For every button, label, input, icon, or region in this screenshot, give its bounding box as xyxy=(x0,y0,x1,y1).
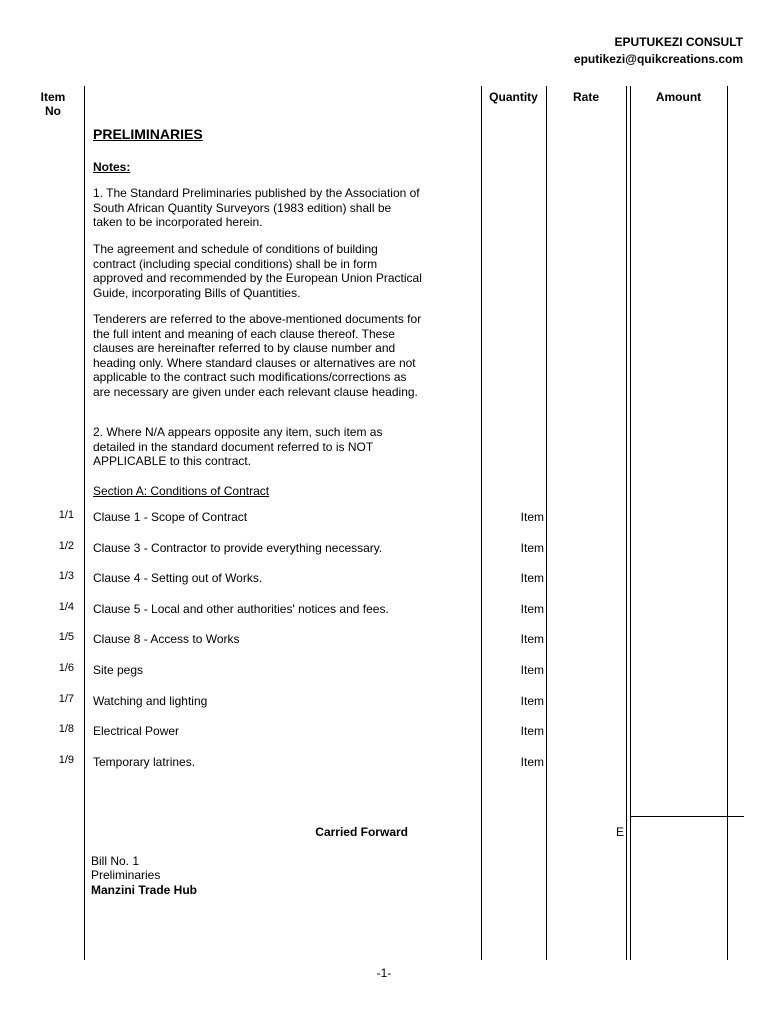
project-name: Manzini Trade Hub xyxy=(91,883,198,897)
item-number: 1/7 xyxy=(58,693,74,705)
header-item-no xyxy=(30,90,76,118)
item-quantity: Item xyxy=(520,632,544,646)
item-quantity: Item xyxy=(520,663,544,677)
section-heading: Section A: Conditions of Contract xyxy=(93,484,270,498)
company-email: eputikezi@quikcreations.com xyxy=(573,52,743,66)
header-rate: Rate xyxy=(572,90,599,104)
carried-forward-rule xyxy=(630,816,744,817)
note-paragraph-2: The agreement and schedule of conditions of building contract (including special conditions) shall be in form approved and recommended by the European Union Practical Guide, incorporating Bills of Quantities. xyxy=(93,242,422,300)
item-description: Clause 3 - Contractor to provide everything necessary. xyxy=(93,541,383,555)
notes-heading: Notes: xyxy=(93,160,131,174)
item-description: Watching and lighting xyxy=(93,694,208,708)
header-item-line1: Item xyxy=(40,90,66,104)
item-quantity: Item xyxy=(520,724,544,738)
item-description: Clause 4 - Setting out of Works. xyxy=(93,571,263,585)
column-rule-amount-2 xyxy=(630,86,631,960)
page-number: -1- xyxy=(376,966,392,980)
item-number: 1/9 xyxy=(58,754,74,766)
company-name: EPUTUKEZI CONSULT xyxy=(614,35,743,49)
header-quantity: Quantity xyxy=(489,90,538,104)
column-rule-item xyxy=(84,86,85,960)
item-number: 1/1 xyxy=(58,509,74,521)
header-amount: Amount xyxy=(655,90,702,104)
item-quantity: Item xyxy=(520,510,544,524)
column-rule-amount-1 xyxy=(626,86,627,960)
note-paragraph-4: 2. Where N/A appears opposite any item, such item as detailed in the standard document referred to is NOT APPLICABLE to this contract. xyxy=(93,425,383,468)
item-description: Electrical Power xyxy=(93,724,180,738)
note-paragraph-1: 1. The Standard Preliminaries published by the Association of South African Quantity Surveyors (1983 edition) shall be taken to be incorporated herein. xyxy=(93,186,420,229)
item-quantity: Item xyxy=(520,571,544,585)
item-description: Temporary latrines. xyxy=(93,755,196,769)
bill-name: Preliminaries xyxy=(91,868,161,882)
item-quantity: Item xyxy=(520,602,544,616)
item-number: 1/3 xyxy=(58,570,74,582)
item-quantity: Item xyxy=(520,541,544,555)
currency-symbol: E xyxy=(616,825,625,839)
item-description: Clause 5 - Local and other authorities' notices and fees. xyxy=(93,602,389,616)
bill-number: Bill No. 1 xyxy=(91,854,140,868)
item-description: Clause 1 - Scope of Contract xyxy=(93,510,248,524)
item-quantity: Item xyxy=(520,755,544,769)
column-rule-right xyxy=(727,86,728,960)
item-number: 1/6 xyxy=(58,662,74,674)
header-item-line2: No xyxy=(45,104,61,118)
item-quantity: Item xyxy=(520,694,544,708)
item-number: 1/5 xyxy=(58,631,74,643)
note-paragraph-3: Tenderers are referred to the above-mentioned documents for the full intent and meaning of each clause thereof. These clauses are hereinafter referred to by clause number and heading only. Where standard clauses or alternatives are not applicable to the contract such modifications/corrections as are necessary are given under each relevant clause heading. xyxy=(93,312,422,399)
column-rule-rate xyxy=(546,86,547,960)
page-title: PRELIMINARIES xyxy=(93,126,203,142)
item-description: Site pegs xyxy=(93,663,144,677)
item-number: 1/4 xyxy=(58,601,74,613)
item-description: Clause 8 - Access to Works xyxy=(93,632,240,646)
item-number: 1/2 xyxy=(58,540,74,552)
item-number: 1/8 xyxy=(58,723,74,735)
carried-forward-label: Carried Forward xyxy=(315,825,408,839)
